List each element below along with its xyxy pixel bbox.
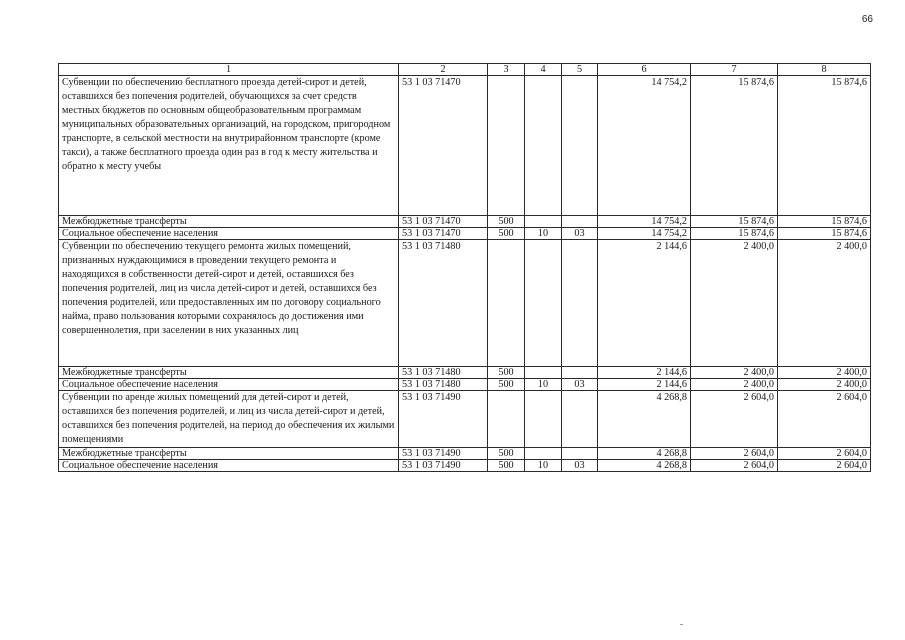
row-c5 (562, 391, 598, 448)
row-code: 53 1 03 71490 (399, 448, 488, 460)
row-c6: 14 754,2 (598, 228, 691, 240)
row-name: Субвенции по аренде жилых помещений для детей-сирот и детей, оставшихся без попечения родителей, и лиц из числа детей-сирот и детей, оставшихся без попечения родителей, на период до обеспечения их жилыми помещениями (59, 391, 399, 448)
column-header: 4 (525, 64, 562, 76)
row-c5 (562, 76, 598, 216)
row-c6: 2 144,6 (598, 379, 691, 391)
row-c3: 500 (488, 379, 525, 391)
row-c8: 2 604,0 (778, 460, 871, 472)
row-c6: 14 754,2 (598, 76, 691, 216)
page-number: 66 (861, 14, 873, 25)
row-code: 53 1 03 71470 (399, 228, 488, 240)
row-c7: 15 874,6 (691, 228, 778, 240)
row-c8: 2 604,0 (778, 391, 871, 448)
row-c4: 10 (525, 228, 562, 240)
row-c8: 2 400,0 (778, 240, 871, 367)
table-row (59, 391, 871, 448)
row-c3 (488, 76, 525, 216)
row-c4 (525, 391, 562, 448)
row-c5 (562, 216, 598, 228)
table-row (59, 76, 871, 216)
row-c6: 14 754,2 (598, 216, 691, 228)
column-header: 1 (59, 64, 399, 76)
table-header-row (59, 64, 871, 76)
row-name: Социальное обеспечение населения (59, 379, 399, 391)
row-code: 53 1 03 71490 (399, 391, 488, 448)
row-name: Субвенции по обеспечению текущего ремонта жилых помещений, признанных нуждающимися в проведении текущего ремонта и находящихся в собственности детей-сирот и детей, оставшихся без попечения родителей, лиц из числа детей-сирот и детей, оставшихся без попечения родителей, или предоставленных им по договору социального найма, право пользования которыми сохранялось до достижения ими совершеннолетия, при заселении в них указанных лиц (59, 240, 399, 367)
row-c7: 15 874,6 (691, 76, 778, 216)
row-name: Субвенции по обеспечению бесплатного проезда детей-сирот и детей, оставшихся без попечения родителей, обучающихся за счет средств местных бюджетов по основным общеобразовательным программам муниципальных образовательных организаций, на городском, пригородном транспорте, в сельской местности на внутрирайонном транспорте (кроме такси), а также бесплатного проезда один раз в год к месту жительства и обратно к месту учебы (59, 76, 399, 216)
row-name: Межбюджетные трансферты (59, 216, 399, 228)
row-name: Социальное обеспечение населения (59, 228, 399, 240)
row-c5 (562, 240, 598, 367)
row-c8: 2 400,0 (778, 367, 871, 379)
row-c3: 500 (488, 460, 525, 472)
row-c6: 2 144,6 (598, 367, 691, 379)
scan-speck (680, 624, 683, 625)
row-name: Межбюджетные трансферты (59, 448, 399, 460)
row-c4 (525, 240, 562, 367)
row-c4: 10 (525, 379, 562, 391)
row-c3: 500 (488, 228, 525, 240)
row-c4 (525, 76, 562, 216)
row-code: 53 1 03 71480 (399, 367, 488, 379)
row-c7: 2 604,0 (691, 448, 778, 460)
row-c7: 2 604,0 (691, 460, 778, 472)
row-c7: 2 604,0 (691, 391, 778, 448)
table-row (59, 216, 871, 228)
row-c5 (562, 448, 598, 460)
row-c5: 03 (562, 228, 598, 240)
row-code: 53 1 03 71470 (399, 76, 488, 216)
table-row (59, 379, 871, 391)
row-code: 53 1 03 71470 (399, 216, 488, 228)
table-row (59, 448, 871, 460)
column-header: 6 (598, 64, 691, 76)
row-c7: 2 400,0 (691, 367, 778, 379)
table-row (59, 460, 871, 472)
row-code: 53 1 03 71480 (399, 240, 488, 367)
column-header: 2 (399, 64, 488, 76)
row-c8: 15 874,6 (778, 216, 871, 228)
row-c6: 4 268,8 (598, 460, 691, 472)
row-c8: 2 604,0 (778, 448, 871, 460)
table-row (59, 228, 871, 240)
row-c8: 15 874,6 (778, 228, 871, 240)
row-c6: 4 268,8 (598, 391, 691, 448)
row-c7: 15 874,6 (691, 216, 778, 228)
column-header: 8 (778, 64, 871, 76)
row-c5 (562, 367, 598, 379)
row-c3: 500 (488, 448, 525, 460)
table-row (59, 240, 871, 367)
row-code: 53 1 03 71480 (399, 379, 488, 391)
row-c8: 2 400,0 (778, 379, 871, 391)
row-c3 (488, 391, 525, 448)
row-c7: 2 400,0 (691, 379, 778, 391)
row-name: Социальное обеспечение населения (59, 460, 399, 472)
row-c7: 2 400,0 (691, 240, 778, 367)
row-c6: 2 144,6 (598, 240, 691, 367)
row-c4 (525, 216, 562, 228)
row-c3 (488, 240, 525, 367)
row-c4: 10 (525, 460, 562, 472)
budget-table (58, 63, 871, 472)
row-c3: 500 (488, 216, 525, 228)
row-c4 (525, 367, 562, 379)
row-c4 (525, 448, 562, 460)
row-name: Межбюджетные трансферты (59, 367, 399, 379)
row-c8: 15 874,6 (778, 76, 871, 216)
row-c5: 03 (562, 460, 598, 472)
column-header: 3 (488, 64, 525, 76)
column-header: 5 (562, 64, 598, 76)
column-header: 7 (691, 64, 778, 76)
table-row (59, 367, 871, 379)
row-c3: 500 (488, 367, 525, 379)
row-c5: 03 (562, 379, 598, 391)
row-code: 53 1 03 71490 (399, 460, 488, 472)
row-c6: 4 268,8 (598, 448, 691, 460)
